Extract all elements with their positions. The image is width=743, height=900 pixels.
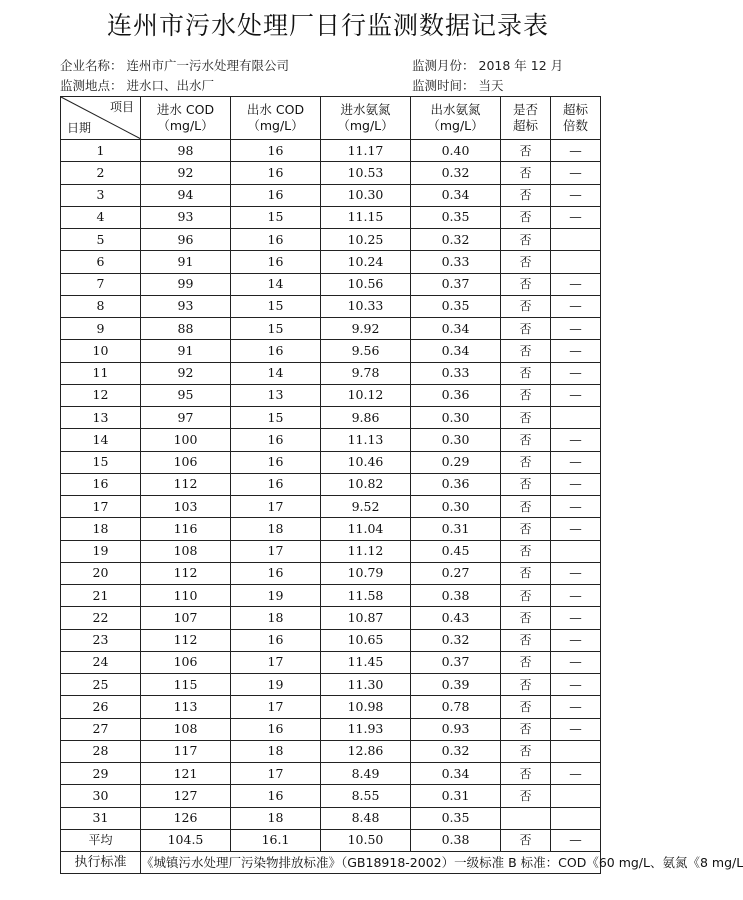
times-cell: — bbox=[551, 585, 601, 607]
in-nh-cell: 8.48 bbox=[321, 807, 411, 829]
table-row bbox=[61, 585, 601, 607]
table-row bbox=[61, 451, 601, 473]
out-cod-cell: 17 bbox=[231, 696, 321, 718]
exceed-cell: 否 bbox=[501, 429, 551, 451]
average-in-cod: 104.5 bbox=[141, 829, 231, 851]
in-nh-cell: 10.98 bbox=[321, 696, 411, 718]
exceed-cell: 否 bbox=[501, 785, 551, 807]
in-nh-cell: 10.53 bbox=[321, 162, 411, 184]
exceed-cell: 否 bbox=[501, 273, 551, 295]
day-cell: 23 bbox=[61, 629, 141, 651]
times-cell: — bbox=[551, 562, 601, 584]
in-nh-cell: 9.52 bbox=[321, 496, 411, 518]
out-nh-cell: 0.34 bbox=[411, 184, 501, 206]
times-cell: — bbox=[551, 318, 601, 340]
out-nh-cell: 0.32 bbox=[411, 162, 501, 184]
time-label: 监测时间： bbox=[412, 78, 475, 93]
in-nh-cell: 11.15 bbox=[321, 206, 411, 228]
times-cell: — bbox=[551, 184, 601, 206]
in-cod-cell: 91 bbox=[141, 251, 231, 273]
in-cod-cell: 98 bbox=[141, 140, 231, 162]
table-row bbox=[61, 540, 601, 562]
table-row bbox=[61, 184, 601, 206]
times-cell: — bbox=[551, 273, 601, 295]
header-out-nh-name: 出水氨氮 bbox=[430, 102, 481, 117]
header-row bbox=[61, 97, 601, 140]
in-cod-cell: 95 bbox=[141, 384, 231, 406]
exceed-cell: 否 bbox=[501, 696, 551, 718]
out-cod-cell: 15 bbox=[231, 206, 321, 228]
day-cell: 12 bbox=[61, 384, 141, 406]
header-exceed-line2: 超标 bbox=[512, 118, 538, 133]
out-cod-cell: 16 bbox=[231, 429, 321, 451]
in-nh-cell: 10.65 bbox=[321, 629, 411, 651]
exceed-cell: 否 bbox=[501, 229, 551, 251]
exceed-cell: 否 bbox=[501, 318, 551, 340]
out-nh-cell: 0.35 bbox=[411, 807, 501, 829]
in-nh-cell: 10.30 bbox=[321, 184, 411, 206]
in-cod-cell: 99 bbox=[141, 273, 231, 295]
times-cell: — bbox=[551, 629, 601, 651]
day-cell: 18 bbox=[61, 518, 141, 540]
out-cod-cell: 17 bbox=[231, 763, 321, 785]
average-label: 平均 bbox=[61, 829, 141, 851]
exceed-cell: 否 bbox=[501, 674, 551, 696]
exceed-cell: 否 bbox=[501, 206, 551, 228]
day-cell: 8 bbox=[61, 295, 141, 317]
day-cell: 5 bbox=[61, 229, 141, 251]
table-row bbox=[61, 473, 601, 495]
out-nh-cell: 0.30 bbox=[411, 496, 501, 518]
in-nh-cell: 10.46 bbox=[321, 451, 411, 473]
times-cell: — bbox=[551, 651, 601, 673]
exceed-cell: 否 bbox=[501, 562, 551, 584]
average-in-nh: 10.50 bbox=[321, 829, 411, 851]
standard-label: 执行标准 bbox=[61, 852, 141, 874]
in-nh-cell: 10.25 bbox=[321, 229, 411, 251]
table-row bbox=[61, 807, 601, 829]
time-meta bbox=[412, 76, 504, 94]
times-cell: — bbox=[551, 140, 601, 162]
location-meta bbox=[60, 76, 214, 94]
table-row bbox=[61, 140, 601, 162]
out-nh-cell: 0.31 bbox=[411, 518, 501, 540]
table-row bbox=[61, 429, 601, 451]
times-cell: — bbox=[551, 451, 601, 473]
out-nh-cell: 0.36 bbox=[411, 384, 501, 406]
header-out-nh-unit: （mg/L） bbox=[427, 118, 484, 133]
in-cod-cell: 91 bbox=[141, 340, 231, 362]
table-row bbox=[61, 496, 601, 518]
in-nh-cell: 11.30 bbox=[321, 674, 411, 696]
day-cell: 1 bbox=[61, 140, 141, 162]
times-cell bbox=[551, 407, 601, 429]
header-exceed bbox=[501, 97, 551, 140]
table-row bbox=[61, 785, 601, 807]
table-row bbox=[61, 340, 601, 362]
times-cell bbox=[551, 740, 601, 762]
exceed-cell: 否 bbox=[501, 251, 551, 273]
average-exceed: 否 bbox=[501, 829, 551, 851]
exceed-cell: 否 bbox=[501, 540, 551, 562]
out-nh-cell: 0.33 bbox=[411, 251, 501, 273]
exceed-cell: 否 bbox=[501, 651, 551, 673]
in-cod-cell: 112 bbox=[141, 562, 231, 584]
out-cod-cell: 15 bbox=[231, 295, 321, 317]
company-value: 连州市广一污水处理有限公司 bbox=[126, 58, 290, 73]
in-cod-cell: 115 bbox=[141, 674, 231, 696]
exceed-cell: 否 bbox=[501, 585, 551, 607]
exceed-cell: 否 bbox=[501, 473, 551, 495]
in-nh-cell: 11.93 bbox=[321, 718, 411, 740]
out-cod-cell: 16 bbox=[231, 229, 321, 251]
out-nh-cell: 0.45 bbox=[411, 540, 501, 562]
header-in-cod bbox=[141, 97, 231, 140]
day-cell: 25 bbox=[61, 674, 141, 696]
out-nh-cell: 0.30 bbox=[411, 407, 501, 429]
header-times bbox=[551, 97, 601, 140]
day-cell: 24 bbox=[61, 651, 141, 673]
out-cod-cell: 13 bbox=[231, 384, 321, 406]
out-nh-cell: 0.40 bbox=[411, 140, 501, 162]
in-cod-cell: 117 bbox=[141, 740, 231, 762]
day-cell: 28 bbox=[61, 740, 141, 762]
exceed-cell bbox=[501, 807, 551, 829]
in-nh-cell: 10.87 bbox=[321, 607, 411, 629]
in-cod-cell: 106 bbox=[141, 651, 231, 673]
in-nh-cell: 10.56 bbox=[321, 273, 411, 295]
day-cell: 17 bbox=[61, 496, 141, 518]
times-cell: — bbox=[551, 362, 601, 384]
out-nh-cell: 0.93 bbox=[411, 718, 501, 740]
in-nh-cell: 9.86 bbox=[321, 407, 411, 429]
out-nh-cell: 0.43 bbox=[411, 607, 501, 629]
out-cod-cell: 14 bbox=[231, 273, 321, 295]
standard-row bbox=[61, 852, 601, 874]
month-meta bbox=[412, 56, 563, 74]
table-row bbox=[61, 696, 601, 718]
out-cod-cell: 17 bbox=[231, 651, 321, 673]
header-times-line1: 超标 bbox=[562, 102, 588, 117]
out-nh-cell: 0.35 bbox=[411, 206, 501, 228]
in-nh-cell: 10.33 bbox=[321, 295, 411, 317]
times-cell: — bbox=[551, 718, 601, 740]
times-cell: — bbox=[551, 384, 601, 406]
day-cell: 19 bbox=[61, 540, 141, 562]
out-nh-cell: 0.32 bbox=[411, 229, 501, 251]
in-cod-cell: 93 bbox=[141, 206, 231, 228]
times-cell: — bbox=[551, 518, 601, 540]
out-cod-cell: 16 bbox=[231, 473, 321, 495]
out-nh-cell: 0.34 bbox=[411, 763, 501, 785]
times-cell bbox=[551, 807, 601, 829]
in-cod-cell: 110 bbox=[141, 585, 231, 607]
out-cod-cell: 18 bbox=[231, 740, 321, 762]
standard-text: 《城镇污水处理厂污染物排放标准》（GB18918-2002）一级标准 B 标准：COD《60 mg/L、氨氮《8 mg/L bbox=[141, 852, 601, 874]
day-cell: 30 bbox=[61, 785, 141, 807]
in-cod-cell: 88 bbox=[141, 318, 231, 340]
day-cell: 15 bbox=[61, 451, 141, 473]
in-cod-cell: 126 bbox=[141, 807, 231, 829]
out-cod-cell: 16 bbox=[231, 184, 321, 206]
out-cod-cell: 15 bbox=[231, 318, 321, 340]
exceed-cell: 否 bbox=[501, 763, 551, 785]
table-row bbox=[61, 229, 601, 251]
in-cod-cell: 96 bbox=[141, 229, 231, 251]
header-in-cod-unit: （mg/L） bbox=[157, 118, 214, 133]
out-nh-cell: 0.34 bbox=[411, 318, 501, 340]
in-cod-cell: 112 bbox=[141, 629, 231, 651]
day-cell: 27 bbox=[61, 718, 141, 740]
in-cod-cell: 97 bbox=[141, 407, 231, 429]
day-cell: 9 bbox=[61, 318, 141, 340]
exceed-cell: 否 bbox=[501, 629, 551, 651]
in-cod-cell: 108 bbox=[141, 540, 231, 562]
table-row bbox=[61, 273, 601, 295]
table-row bbox=[61, 763, 601, 785]
in-cod-cell: 106 bbox=[141, 451, 231, 473]
times-cell bbox=[551, 785, 601, 807]
times-cell: — bbox=[551, 162, 601, 184]
day-cell: 20 bbox=[61, 562, 141, 584]
day-cell: 10 bbox=[61, 340, 141, 362]
exceed-cell: 否 bbox=[501, 184, 551, 206]
month-label: 监测月份： bbox=[412, 58, 475, 73]
day-cell: 13 bbox=[61, 407, 141, 429]
table-body bbox=[61, 140, 743, 874]
exceed-cell: 否 bbox=[501, 451, 551, 473]
exceed-cell: 否 bbox=[501, 162, 551, 184]
out-nh-cell: 0.33 bbox=[411, 362, 501, 384]
table-row bbox=[61, 740, 601, 762]
out-cod-cell: 18 bbox=[231, 607, 321, 629]
out-nh-cell: 0.30 bbox=[411, 429, 501, 451]
header-out-cod-unit: （mg/L） bbox=[247, 118, 304, 133]
time-value: 当天 bbox=[478, 78, 504, 93]
out-cod-cell: 16 bbox=[231, 562, 321, 584]
in-nh-cell: 11.12 bbox=[321, 540, 411, 562]
exceed-cell: 否 bbox=[501, 740, 551, 762]
company-meta bbox=[60, 56, 289, 74]
day-cell: 14 bbox=[61, 429, 141, 451]
header-in-nh-name: 进水氨氮 bbox=[340, 102, 391, 117]
in-nh-cell: 11.17 bbox=[321, 140, 411, 162]
in-nh-cell: 11.13 bbox=[321, 429, 411, 451]
out-cod-cell: 14 bbox=[231, 362, 321, 384]
monitoring-table bbox=[60, 96, 743, 874]
out-nh-cell: 0.37 bbox=[411, 273, 501, 295]
table-row bbox=[61, 562, 601, 584]
exceed-cell: 否 bbox=[501, 496, 551, 518]
out-cod-cell: 16 bbox=[231, 140, 321, 162]
table-row bbox=[61, 718, 601, 740]
out-cod-cell: 17 bbox=[231, 496, 321, 518]
page-title: 连州市污水处理厂日行监测数据记录表 bbox=[106, 11, 549, 40]
in-nh-cell: 10.79 bbox=[321, 562, 411, 584]
out-cod-cell: 18 bbox=[231, 518, 321, 540]
in-cod-cell: 127 bbox=[141, 785, 231, 807]
in-nh-cell: 9.56 bbox=[321, 340, 411, 362]
in-nh-cell: 11.04 bbox=[321, 518, 411, 540]
out-nh-cell: 0.29 bbox=[411, 451, 501, 473]
out-cod-cell: 19 bbox=[231, 585, 321, 607]
company-label: 企业名称： bbox=[60, 58, 123, 73]
in-nh-cell: 10.12 bbox=[321, 384, 411, 406]
in-nh-cell: 11.58 bbox=[321, 585, 411, 607]
average-out-cod: 16.1 bbox=[231, 829, 321, 851]
header-item-label: 项目 bbox=[109, 100, 134, 114]
out-cod-cell: 18 bbox=[231, 807, 321, 829]
table-row bbox=[61, 295, 601, 317]
times-cell: — bbox=[551, 473, 601, 495]
table-row bbox=[61, 674, 601, 696]
out-cod-cell: 16 bbox=[231, 162, 321, 184]
header-out-cod bbox=[231, 97, 321, 140]
exceed-cell: 否 bbox=[501, 518, 551, 540]
table-row bbox=[61, 318, 601, 340]
out-nh-cell: 0.27 bbox=[411, 562, 501, 584]
out-nh-cell: 0.39 bbox=[411, 674, 501, 696]
month-value: 2018 年 12 月 bbox=[478, 58, 564, 73]
times-cell: — bbox=[551, 429, 601, 451]
in-cod-cell: 107 bbox=[141, 607, 231, 629]
in-nh-cell: 8.49 bbox=[321, 763, 411, 785]
diagonal-header-cell bbox=[61, 97, 141, 140]
header-in-nh-unit: （mg/L） bbox=[337, 118, 394, 133]
times-cell: — bbox=[551, 607, 601, 629]
out-cod-cell: 16 bbox=[231, 451, 321, 473]
header-exceed-line1: 是否 bbox=[512, 102, 538, 117]
in-nh-cell: 9.92 bbox=[321, 318, 411, 340]
header-times-line2: 倍数 bbox=[562, 118, 588, 133]
header-date-label: 日期 bbox=[67, 121, 92, 135]
in-cod-cell: 121 bbox=[141, 763, 231, 785]
out-cod-cell: 15 bbox=[231, 407, 321, 429]
times-cell: — bbox=[551, 674, 601, 696]
in-cod-cell: 94 bbox=[141, 184, 231, 206]
times-cell bbox=[551, 229, 601, 251]
average-out-nh: 0.38 bbox=[411, 829, 501, 851]
in-nh-cell: 11.45 bbox=[321, 651, 411, 673]
day-cell: 16 bbox=[61, 473, 141, 495]
out-cod-cell: 16 bbox=[231, 718, 321, 740]
day-cell: 26 bbox=[61, 696, 141, 718]
in-cod-cell: 103 bbox=[141, 496, 231, 518]
table-row bbox=[61, 384, 601, 406]
out-nh-cell: 0.34 bbox=[411, 340, 501, 362]
day-cell: 11 bbox=[61, 362, 141, 384]
exceed-cell: 否 bbox=[501, 607, 551, 629]
day-cell: 7 bbox=[61, 273, 141, 295]
in-cod-cell: 92 bbox=[141, 362, 231, 384]
times-cell: — bbox=[551, 496, 601, 518]
day-cell: 22 bbox=[61, 607, 141, 629]
day-cell: 3 bbox=[61, 184, 141, 206]
in-cod-cell: 112 bbox=[141, 473, 231, 495]
average-times: — bbox=[551, 829, 601, 851]
times-cell: — bbox=[551, 295, 601, 317]
out-cod-cell: 16 bbox=[231, 629, 321, 651]
exceed-cell: 否 bbox=[501, 362, 551, 384]
out-cod-cell: 19 bbox=[231, 674, 321, 696]
times-cell bbox=[551, 540, 601, 562]
exceed-cell: 否 bbox=[501, 340, 551, 362]
times-cell: — bbox=[551, 696, 601, 718]
out-nh-cell: 0.35 bbox=[411, 295, 501, 317]
table-row bbox=[61, 407, 601, 429]
table-row bbox=[61, 362, 601, 384]
out-nh-cell: 0.32 bbox=[411, 629, 501, 651]
average-row bbox=[61, 829, 601, 851]
in-cod-cell: 92 bbox=[141, 162, 231, 184]
table-row bbox=[61, 607, 601, 629]
day-cell: 2 bbox=[61, 162, 141, 184]
out-nh-cell: 0.36 bbox=[411, 473, 501, 495]
exceed-cell: 否 bbox=[501, 295, 551, 317]
table-row bbox=[61, 651, 601, 673]
exceed-cell: 否 bbox=[501, 718, 551, 740]
day-cell: 6 bbox=[61, 251, 141, 273]
day-cell: 29 bbox=[61, 763, 141, 785]
location-value: 进水口、出水厂 bbox=[126, 78, 215, 93]
table-row bbox=[61, 251, 601, 273]
exceed-cell: 否 bbox=[501, 384, 551, 406]
out-nh-cell: 0.37 bbox=[411, 651, 501, 673]
in-nh-cell: 10.24 bbox=[321, 251, 411, 273]
in-nh-cell: 10.82 bbox=[321, 473, 411, 495]
table-row bbox=[61, 629, 601, 651]
times-cell bbox=[551, 251, 601, 273]
times-cell: — bbox=[551, 340, 601, 362]
header-in-nh bbox=[321, 97, 411, 140]
exceed-cell: 否 bbox=[501, 407, 551, 429]
exceed-cell: 否 bbox=[501, 140, 551, 162]
day-cell: 21 bbox=[61, 585, 141, 607]
times-cell: — bbox=[551, 763, 601, 785]
out-cod-cell: 16 bbox=[231, 785, 321, 807]
in-cod-cell: 116 bbox=[141, 518, 231, 540]
day-cell: 4 bbox=[61, 206, 141, 228]
out-cod-cell: 17 bbox=[231, 540, 321, 562]
in-cod-cell: 108 bbox=[141, 718, 231, 740]
day-cell: 31 bbox=[61, 807, 141, 829]
in-cod-cell: 100 bbox=[141, 429, 231, 451]
in-nh-cell: 8.55 bbox=[321, 785, 411, 807]
out-nh-cell: 0.38 bbox=[411, 585, 501, 607]
table-row bbox=[61, 162, 601, 184]
in-nh-cell: 12.86 bbox=[321, 740, 411, 762]
out-cod-cell: 16 bbox=[231, 251, 321, 273]
in-cod-cell: 93 bbox=[141, 295, 231, 317]
out-nh-cell: 0.31 bbox=[411, 785, 501, 807]
in-cod-cell: 113 bbox=[141, 696, 231, 718]
out-nh-cell: 0.78 bbox=[411, 696, 501, 718]
table-row bbox=[61, 518, 601, 540]
in-nh-cell: 9.78 bbox=[321, 362, 411, 384]
location-label: 监测地点： bbox=[60, 78, 123, 93]
header-out-nh bbox=[411, 97, 501, 140]
header-out-cod-name: 出水 COD bbox=[246, 102, 305, 117]
times-cell: — bbox=[551, 206, 601, 228]
out-cod-cell: 16 bbox=[231, 340, 321, 362]
out-nh-cell: 0.32 bbox=[411, 740, 501, 762]
header-in-cod-name: 进水 COD bbox=[156, 102, 215, 117]
table-row bbox=[61, 206, 601, 228]
